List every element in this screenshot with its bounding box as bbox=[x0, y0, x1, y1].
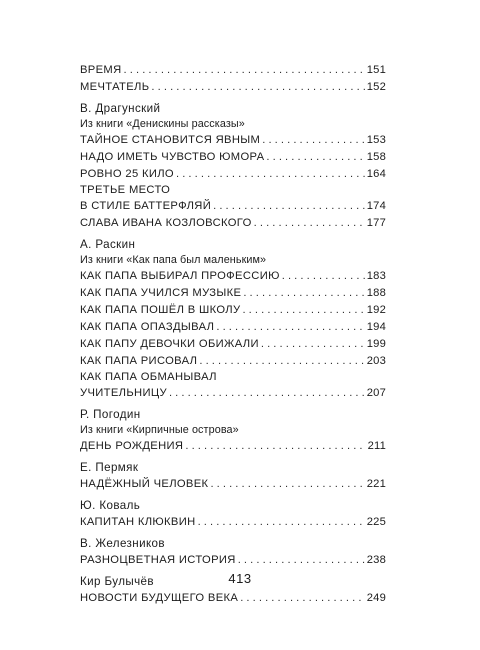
toc-entry-page: 199 bbox=[366, 338, 386, 350]
toc-entry-page: 221 bbox=[366, 478, 386, 490]
section-author: В. Железников bbox=[80, 537, 165, 550]
toc-entry[interactable] bbox=[80, 385, 386, 402]
dot-leader bbox=[240, 590, 365, 607]
toc-section bbox=[80, 536, 386, 569]
toc-section bbox=[80, 460, 386, 493]
toc-entry-page: 152 bbox=[366, 81, 386, 93]
toc-entry-page: 225 bbox=[366, 516, 386, 528]
toc-section bbox=[80, 101, 386, 232]
toc-entry-page: 207 bbox=[366, 387, 386, 399]
toc-entry-page: 151 bbox=[366, 64, 386, 76]
section-book-title: Из книги «Денискины рассказы» bbox=[80, 118, 245, 130]
dot-leader bbox=[176, 166, 365, 183]
toc-entry-title: РОВНО 25 КИЛО bbox=[80, 168, 174, 180]
toc-entry[interactable] bbox=[80, 132, 386, 149]
dot-leader bbox=[254, 215, 365, 232]
toc-entry-page: 211 bbox=[367, 440, 386, 452]
section-author: Кир Булычёв bbox=[80, 575, 154, 588]
toc-section bbox=[80, 237, 386, 402]
section-author: А. Раскин bbox=[80, 238, 136, 251]
toc-entry-title: КАК ПАПА ОПАЗДЫВАЛ bbox=[80, 321, 215, 333]
toc-entry[interactable] bbox=[80, 476, 386, 493]
toc-entry-title: ТАЙНОЕ СТАНОВИТСЯ ЯВНЫМ bbox=[80, 134, 261, 146]
toc-entry[interactable] bbox=[80, 198, 386, 215]
dot-leader bbox=[185, 438, 365, 455]
toc-section bbox=[80, 498, 386, 531]
toc-entry-title: НОВОСТИ БУДУЩЕГО ВЕКА bbox=[80, 592, 239, 604]
toc-entry-page: 164 bbox=[366, 168, 386, 180]
toc-entry-page: 183 bbox=[366, 270, 386, 282]
toc-entry[interactable] bbox=[80, 514, 386, 531]
page-number: 413 bbox=[228, 571, 252, 586]
toc-entry-title: КАК ПАПА ПОШЁЛ В ШКОЛУ bbox=[80, 304, 241, 316]
dot-leader bbox=[198, 514, 365, 531]
dot-leader bbox=[238, 552, 365, 569]
toc-entry-title-line: ТРЕТЬЕ МЕСТО bbox=[80, 184, 171, 196]
toc-entry[interactable] bbox=[80, 336, 386, 353]
toc-entry-title: ВРЕМЯ bbox=[80, 64, 122, 76]
toc-entry-title-line: КАК ПАПА ОБМАНЫВАЛ bbox=[80, 371, 217, 383]
toc-entry-title: СЛАВА ИВАНА КОЗЛОВСКОГО bbox=[80, 217, 252, 229]
dot-leader bbox=[262, 132, 364, 149]
toc-entry[interactable] bbox=[80, 552, 386, 569]
toc-entry-page: 238 bbox=[366, 554, 386, 566]
toc-entry[interactable] bbox=[80, 215, 386, 232]
dot-leader bbox=[216, 319, 364, 336]
toc-entry[interactable] bbox=[80, 319, 386, 336]
dot-leader bbox=[169, 385, 365, 402]
section-author: В. Драгунский bbox=[80, 102, 161, 115]
dot-leader bbox=[266, 149, 364, 166]
dot-leader bbox=[243, 285, 364, 302]
section-book-title: Из книги «Кирпичные острова» bbox=[80, 424, 239, 436]
toc-entry-title: УЧИТЕЛЬНИЦУ bbox=[80, 387, 167, 399]
dot-leader bbox=[282, 268, 365, 285]
toc-entry-title: В СТИЛЕ БАТТЕРФЛЯЙ bbox=[80, 200, 212, 212]
toc-section bbox=[80, 62, 386, 96]
table-of-contents bbox=[80, 62, 386, 611]
toc-entry-page: 249 bbox=[366, 592, 386, 604]
toc-entry-page: 177 bbox=[366, 217, 386, 229]
toc-entry-page: 158 bbox=[366, 151, 386, 163]
section-author: Е. Пермяк bbox=[80, 461, 139, 474]
dot-leader bbox=[124, 62, 365, 79]
toc-entry[interactable] bbox=[80, 62, 386, 79]
toc-entry-title: КАК ПАПА ВЫБИРАЛ ПРОФЕССИЮ bbox=[80, 270, 280, 282]
dot-leader bbox=[213, 198, 365, 215]
toc-entry[interactable] bbox=[80, 268, 386, 285]
toc-entry[interactable] bbox=[80, 590, 386, 607]
toc-entry-title: РАЗНОЦВЕТНАЯ ИСТОРИЯ bbox=[80, 554, 236, 566]
section-author: Р. Погодин bbox=[80, 408, 141, 421]
toc-entry[interactable] bbox=[80, 438, 386, 455]
toc-entry-page: 174 bbox=[366, 200, 386, 212]
toc-entry-title: ДЕНЬ РОЖДЕНИЯ bbox=[80, 440, 184, 452]
toc-entry-title: КАК ПАПА УЧИЛСЯ МУЗЫКЕ bbox=[80, 287, 242, 299]
toc-entry-page: 192 bbox=[366, 304, 386, 316]
toc-entry-page: 203 bbox=[366, 355, 386, 367]
toc-entry-title: МЕЧТАТЕЛЬ bbox=[80, 81, 150, 93]
dot-leader bbox=[242, 302, 364, 319]
toc-entry[interactable] bbox=[80, 302, 386, 319]
toc-entry-page: 188 bbox=[366, 287, 386, 299]
toc-entry[interactable] bbox=[80, 285, 386, 302]
section-book-title: Из книги «Как папа был маленьким» bbox=[80, 254, 267, 266]
toc-entry[interactable] bbox=[80, 79, 386, 96]
toc-entry-page: 153 bbox=[366, 134, 386, 146]
toc-entry-title: КАК ПАПУ ДЕВОЧКИ ОБИЖАЛИ bbox=[80, 338, 259, 350]
toc-section bbox=[80, 407, 386, 455]
toc-entry-title: КАПИТАН КЛЮКВИН bbox=[80, 516, 196, 528]
toc-entry-title: НАДО ИМЕТЬ ЧУВСТВО ЮМОРА bbox=[80, 151, 265, 163]
dot-leader bbox=[261, 336, 365, 353]
toc-entry[interactable] bbox=[80, 149, 386, 166]
dot-leader bbox=[210, 476, 364, 493]
toc-entry-title: КАК ПАПА РИСОВАЛ bbox=[80, 355, 198, 367]
toc-entry-title: НАДЁЖНЫЙ ЧЕЛОВЕК bbox=[80, 478, 209, 490]
dot-leader bbox=[151, 79, 364, 96]
toc-entry[interactable] bbox=[80, 166, 386, 183]
toc-entry[interactable] bbox=[80, 353, 386, 370]
toc-entry-page: 194 bbox=[366, 321, 386, 333]
section-author: Ю. Коваль bbox=[80, 499, 141, 512]
dot-leader bbox=[199, 353, 364, 370]
